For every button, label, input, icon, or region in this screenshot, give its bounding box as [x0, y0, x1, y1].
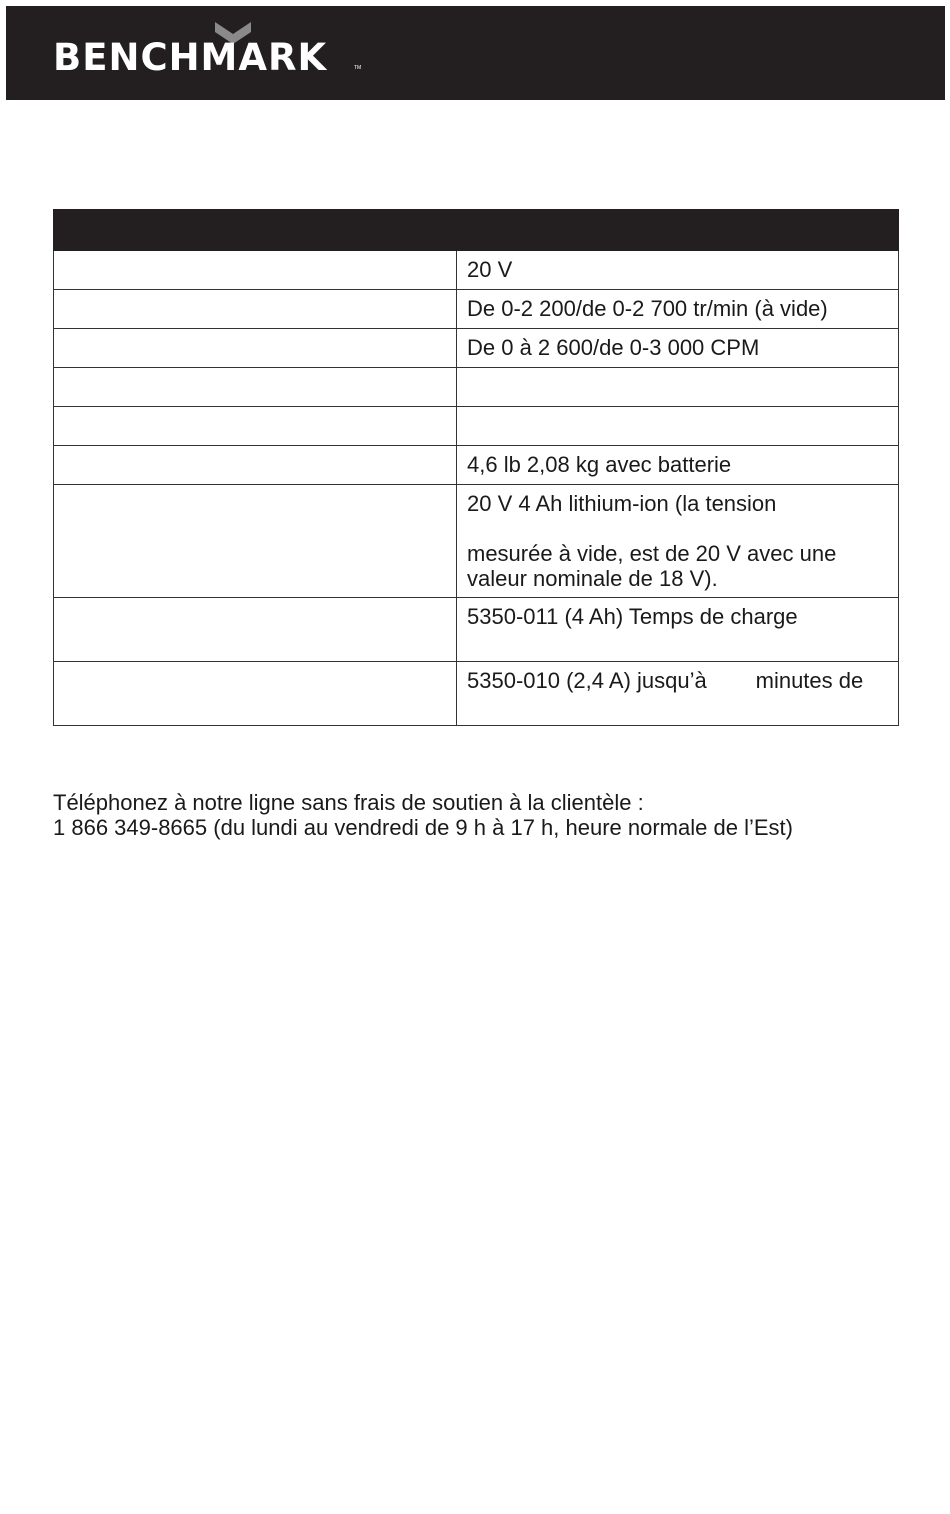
trademark-mark: TM — [354, 65, 362, 71]
spec-value-line: 20 V 4 Ah lithium-ion (la tension — [467, 491, 777, 516]
spec-value: 20 V — [457, 251, 899, 290]
spec-value-line: valeur nominale de 18 V). — [467, 566, 718, 591]
spec-value: 5350-011 (4 Ah) Temps de charge — [457, 598, 899, 662]
spec-value-line: mesurée à vide, est de 20 V avec une — [467, 541, 837, 566]
spec-label — [54, 485, 457, 598]
spec-value — [457, 485, 899, 598]
specifications-table — [53, 209, 899, 726]
support-line: Téléphonez à notre ligne sans frais de soutien à la clientèle : — [53, 790, 644, 815]
table-row — [54, 251, 899, 290]
brand-name: BENCHMARK — [53, 36, 328, 79]
table-row — [54, 329, 899, 368]
spec-label — [54, 251, 457, 290]
spec-value — [457, 368, 899, 407]
header-bar — [6, 6, 945, 100]
table-row — [54, 368, 899, 407]
spec-value: 5350-010 (2,4 A) jusqu’à minutes de — [457, 662, 899, 726]
spec-label — [54, 290, 457, 329]
spec-value: De 0-2 200/de 0-2 700 tr/min (à vide) — [457, 290, 899, 329]
spec-value — [457, 407, 899, 446]
spec-label — [54, 598, 457, 662]
table-header-cell — [457, 210, 899, 251]
table-row — [54, 407, 899, 446]
customer-support-info — [53, 790, 913, 840]
table-row — [54, 446, 899, 485]
spec-label — [54, 446, 457, 485]
spec-label — [54, 407, 457, 446]
spec-label — [54, 662, 457, 726]
spec-label — [54, 368, 457, 407]
spec-value: 4,6 lb 2,08 kg avec batterie — [457, 446, 899, 485]
table-row — [54, 485, 899, 598]
table-header-cell — [54, 210, 457, 251]
table-row — [54, 662, 899, 726]
table-header-row — [54, 210, 899, 251]
support-phone-line: 1 866 349-8665 (du lundi au vendredi de 9 h à 17 h, heure normale de l’Est) — [53, 815, 793, 840]
spec-label — [54, 329, 457, 368]
table-row — [54, 290, 899, 329]
table-row — [54, 598, 899, 662]
spec-value: De 0 à 2 600/de 0-3 000 CPM — [457, 329, 899, 368]
benchmark-logo — [53, 22, 363, 82]
